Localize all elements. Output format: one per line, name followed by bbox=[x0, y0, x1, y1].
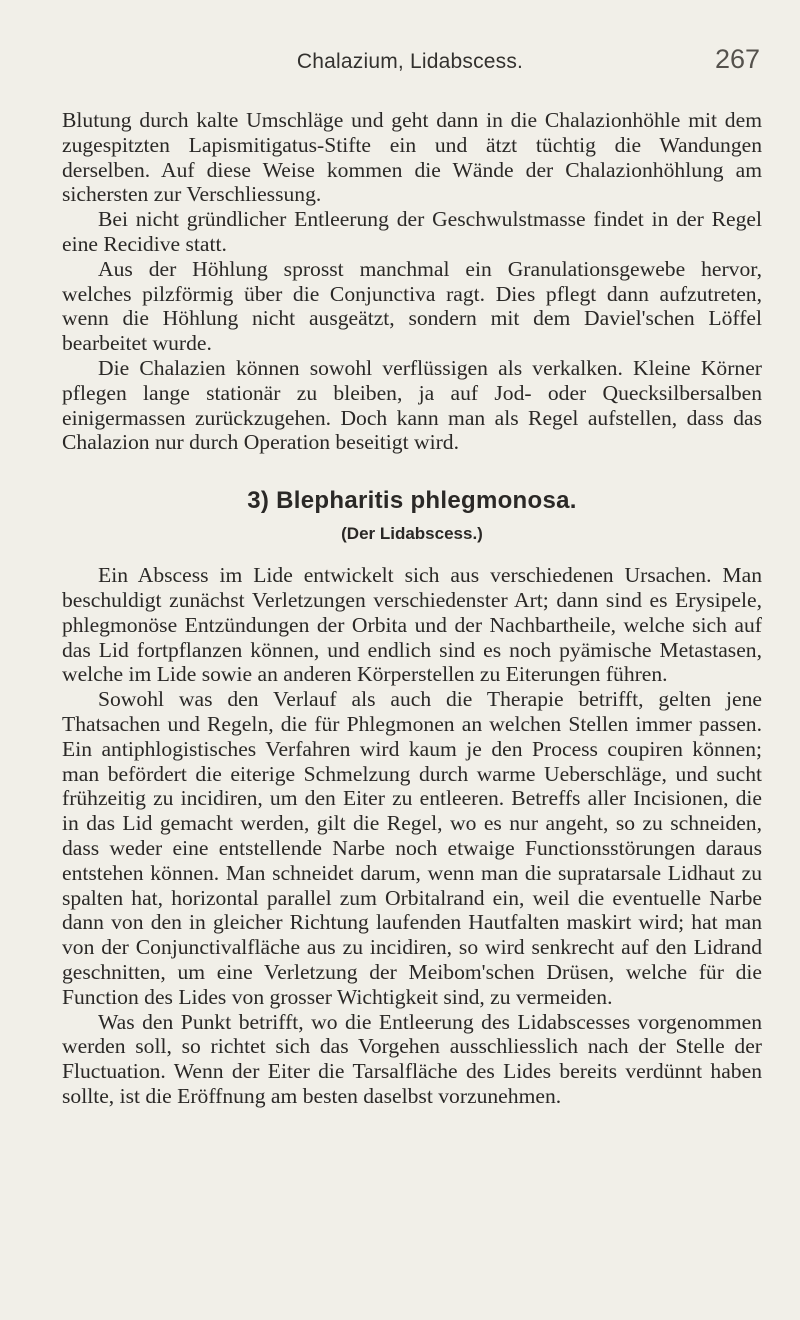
paragraph: Bei nicht gründlicher Entleerung der Geschwulstmasse findet in der Regel eine Recidive statt. bbox=[62, 207, 762, 256]
running-head bbox=[60, 44, 760, 80]
paragraph-continued: Blutung durch kalte Umschläge und geht dann in die Chalazionhöhle mit dem zugespitzten Lapismitigatus-Stifte ein und ätzt tüchtig die Wandungen derselben. Auf diese Weise kommen die Wände der Chalazionhöhlung am sichersten zur Verschliessung. bbox=[62, 108, 762, 207]
body-text bbox=[62, 108, 762, 1109]
section-subheading: (Der Lidabscess.) bbox=[341, 524, 483, 544]
section-heading: 3) Blepharitis phlegmonosa. bbox=[247, 487, 577, 515]
running-title: Chalazium, Lidabscess. bbox=[296, 50, 524, 73]
page-number: 267 bbox=[714, 44, 760, 74]
paragraph: Sowohl was den Verlauf als auch die Therapie betrifft, gelten jene Thatsachen und Regeln, die für Phlegmonen an welchen Stellen immer passen. Ein antiphlogistisches Verfahren wird kaum je den Process coupiren können; man befördert die eiterige Schmelzung durch warme Ueberschläge, und sucht frühzeitig zu incidiren, um den Eiter zu entleeren. Betreffs aller Incisionen, die in das Lid gemacht werden, gilt die Regel, wo es nur angeht, so zu schneiden, dass weder eine entstellende Narbe noch etwaige Functionsstörungen daraus entstehen können. Man schneidet darum, wenn man die supratarsale Lidhaut zu spalten hat, horizontal parallel zum Orbitalrand ein, weil die eventuelle Narbe dann von den in gleicher Richtung laufenden Hautfalten maskirt wird; hat man von der Conjunctivalfläche aus zu incidiren, so wird senkrecht auf den Lidrand geschnitten, um eine Verletzung der Meibom'schen Drüsen, welche für die Function des Lides von grosser Wichtigkeit sind, zu vermeiden. bbox=[62, 687, 762, 1009]
paragraph: Was den Punkt betrifft, wo die Entleerung des Lidabscesses vorgenommen werden soll, so richtet sich das Vorgehen ausschliesslich nach der Stelle der Fluctuation. Wenn der Eiter die Tarsalfläche des Lides bereits verdünnt haben sollte, ist die Eröffnung am besten daselbst vorzunehmen. bbox=[62, 1009, 762, 1108]
paragraph: Aus der Höhlung sprosst manchmal ein Granulationsgewebe hervor, welches pilzförmig über die Conjunctiva ragt. Dies pflegt dann aufzutreten, wenn die Höhlung nicht ausgeätzt, sondern mit dem Daviel'schen Löffel bearbeitet wurde. bbox=[62, 256, 762, 356]
paragraph: Die Chalazien können sowohl verflüssigen als verkalken. Kleine Körner pflegen lange stationär zu bleiben, ja auf Jod- oder Quecksilbersalben einigermassen zurückzugehen. Doch kann man als Regel aufstellen, dass das Chalazion nur durch Operation beseitigt wird. bbox=[62, 355, 762, 455]
paragraph: Ein Abscess im Lide entwickelt sich aus verschiedenen Ursachen. Man beschuldigt zunächst Verletzungen verschiedenster Art; dann sind es Erysipele, phlegmonöse Entzündungen der Orbita und der Nachbartheile, welche sich auf das Lid fortpflanzen können, und endlich sind es noch pyämische Metastasen, welche im Lide sowie an anderen Körperstellen zu Eiterungen führen. bbox=[62, 563, 762, 687]
